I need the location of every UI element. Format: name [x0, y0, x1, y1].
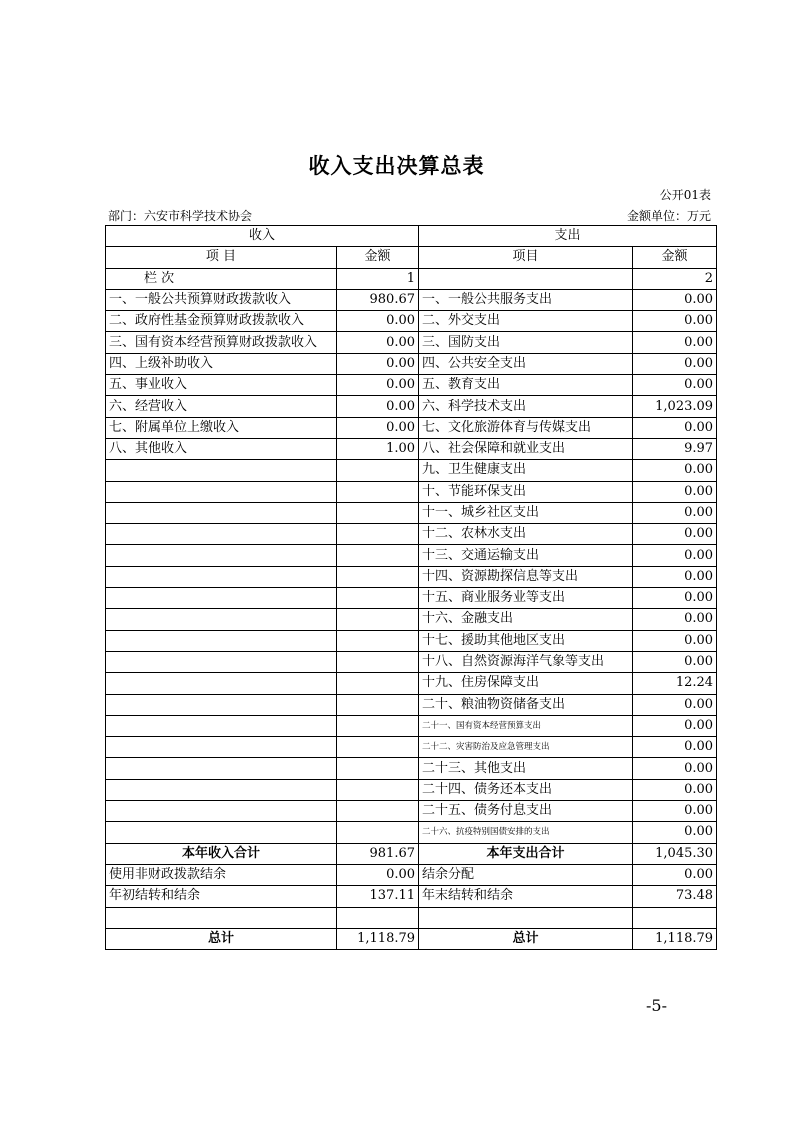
expense-amount: 0.00 [633, 566, 717, 587]
total-row [106, 886, 717, 907]
table-row [106, 289, 717, 310]
column-index-label: 栏 次 [106, 268, 337, 289]
expense-amount: 73.48 [633, 886, 717, 907]
table-row [106, 566, 717, 587]
expense-amount: 0.00 [633, 609, 717, 630]
table-row [106, 545, 717, 566]
income-item [106, 524, 337, 545]
expense-amount: 0.00 [633, 332, 717, 353]
expense-amount: 0.00 [633, 822, 717, 843]
income-amount: 1.00 [337, 438, 419, 459]
income-amount: 981.67 [337, 843, 419, 864]
expense-item: 二、外交支出 [419, 311, 633, 332]
income-amount: 0.00 [337, 353, 419, 374]
income-item [106, 907, 337, 928]
income-item: 年初结转和结余 [106, 886, 337, 907]
table-row [106, 524, 717, 545]
income-item: 三、国有资本经营预算财政拨款收入 [106, 332, 337, 353]
table-row [106, 822, 717, 843]
expense-item: 十九、住房保障支出 [419, 673, 633, 694]
income-amount [337, 907, 419, 928]
income-header: 收入 [106, 226, 419, 247]
expense-amount: 0.00 [633, 694, 717, 715]
table-row [106, 801, 717, 822]
expense-amount [633, 907, 717, 928]
income-item [106, 460, 337, 481]
expense-item: 三、国防支出 [419, 332, 633, 353]
table-row [106, 311, 717, 332]
income-item: 一、一般公共预算财政拨款收入 [106, 289, 337, 310]
expense-amount: 1,045.30 [633, 843, 717, 864]
income-item [106, 609, 337, 630]
income-item: 总计 [106, 928, 337, 949]
income-amount-header: 金额 [337, 247, 419, 268]
table-row [106, 651, 717, 672]
expense-item-header: 项目 [419, 247, 633, 268]
expense-amount: 0.00 [633, 311, 717, 332]
income-item [106, 779, 337, 800]
column-index-2: 2 [633, 268, 717, 289]
expense-amount: 12.24 [633, 673, 717, 694]
income-item: 本年收入合计 [106, 843, 337, 864]
income-amount [337, 715, 419, 736]
header-row-columns [106, 247, 717, 268]
expense-item: 十三、交通运输支出 [419, 545, 633, 566]
expense-amount: 0.00 [633, 417, 717, 438]
income-amount: 0.00 [337, 332, 419, 353]
table-row [106, 417, 717, 438]
table-row [106, 609, 717, 630]
income-item [106, 481, 337, 502]
total-row [106, 907, 717, 928]
income-item [106, 715, 337, 736]
expense-item: 十四、资源勘探信息等支出 [419, 566, 633, 587]
expense-amount: 0.00 [633, 502, 717, 523]
table-row [106, 779, 717, 800]
table-title: 收入支出决算总表 [308, 154, 485, 178]
expense-item: 十一、城乡社区支出 [419, 502, 633, 523]
expense-item: 八、社会保障和就业支出 [419, 438, 633, 459]
column-index-blank [419, 268, 633, 289]
expense-amount: 0.00 [633, 715, 717, 736]
expense-item: 七、文化旅游体育与传媒支出 [419, 417, 633, 438]
income-item: 七、附属单位上缴收入 [106, 417, 337, 438]
income-amount [337, 609, 419, 630]
income-amount [337, 481, 419, 502]
income-expense-table [105, 225, 717, 950]
total-row [106, 864, 717, 885]
expense-amount: 0.00 [633, 289, 717, 310]
expense-amount: 0.00 [633, 481, 717, 502]
income-item-header: 项 目 [106, 247, 337, 268]
expense-amount: 0.00 [633, 460, 717, 481]
table-row [106, 630, 717, 651]
expense-item: 二十四、债务还本支出 [419, 779, 633, 800]
column-index-1: 1 [337, 268, 419, 289]
income-amount: 0.00 [337, 396, 419, 417]
income-item: 五、事业收入 [106, 375, 337, 396]
income-amount: 0.00 [337, 417, 419, 438]
expense-item: 二十三、其他支出 [419, 758, 633, 779]
expense-item: 九、卫生健康支出 [419, 460, 633, 481]
expense-amount: 9.97 [633, 438, 717, 459]
expense-item: 二十二、灾害防治及应急管理支出 [419, 737, 633, 758]
table-row [106, 715, 717, 736]
income-item [106, 651, 337, 672]
expense-amount: 0.00 [633, 864, 717, 885]
income-amount [337, 758, 419, 779]
expense-amount: 0.00 [633, 630, 717, 651]
expense-item: 十、节能环保支出 [419, 481, 633, 502]
table-row [106, 737, 717, 758]
table-row [106, 460, 717, 481]
income-amount: 1,118.79 [337, 928, 419, 949]
income-item: 四、上级补助收入 [106, 353, 337, 374]
income-item: 使用非财政拨款结余 [106, 864, 337, 885]
income-amount [337, 566, 419, 587]
expense-amount: 0.00 [633, 375, 717, 396]
expense-item: 十二、农林水支出 [419, 524, 633, 545]
income-amount [337, 524, 419, 545]
income-amount: 0.00 [337, 864, 419, 885]
expense-item: 十六、金融支出 [419, 609, 633, 630]
expense-item: 一、一般公共服务支出 [419, 289, 633, 310]
income-item [106, 502, 337, 523]
income-amount [337, 673, 419, 694]
expense-item [419, 907, 633, 928]
expense-amount: 0.00 [633, 524, 717, 545]
table-row [106, 396, 717, 417]
expense-item: 十七、援助其他地区支出 [419, 630, 633, 651]
expense-item: 二十五、债务付息支出 [419, 801, 633, 822]
expense-item: 本年支出合计 [419, 843, 633, 864]
expense-amount: 1,118.79 [633, 928, 717, 949]
income-amount [337, 822, 419, 843]
income-item: 二、政府性基金预算财政拨款收入 [106, 311, 337, 332]
expense-amount: 0.00 [633, 353, 717, 374]
expense-amount: 0.00 [633, 588, 717, 609]
income-amount [337, 737, 419, 758]
column-index-row [106, 268, 717, 289]
income-item [106, 588, 337, 609]
expense-item: 六、科学技术支出 [419, 396, 633, 417]
income-item: 八、其他收入 [106, 438, 337, 459]
expense-item: 十五、商业服务业等支出 [419, 588, 633, 609]
income-item [106, 758, 337, 779]
table-row [106, 353, 717, 374]
table-row [106, 673, 717, 694]
expense-item: 十八、自然资源海洋气象等支出 [419, 651, 633, 672]
income-item [106, 630, 337, 651]
income-amount [337, 545, 419, 566]
income-amount [337, 779, 419, 800]
expense-item: 四、公共安全支出 [419, 353, 633, 374]
table-row [106, 332, 717, 353]
income-item [106, 737, 337, 758]
income-amount: 137.11 [337, 886, 419, 907]
expense-item: 二十、粮油物资储备支出 [419, 694, 633, 715]
table-row [106, 438, 717, 459]
expense-item: 二十六、抗疫特别国债安排的支出 [419, 822, 633, 843]
income-amount [337, 460, 419, 481]
form-number: 公开01表 [659, 188, 711, 202]
income-amount [337, 651, 419, 672]
total-row [106, 843, 717, 864]
table-row [106, 481, 717, 502]
income-item [106, 822, 337, 843]
header-row-sections [106, 226, 717, 247]
table-row [106, 694, 717, 715]
page-number: -5- [646, 996, 667, 1015]
table-row [106, 758, 717, 779]
income-amount [337, 588, 419, 609]
table-row [106, 375, 717, 396]
income-amount: 980.67 [337, 289, 419, 310]
income-amount [337, 630, 419, 651]
income-item: 六、经营收入 [106, 396, 337, 417]
expense-amount: 0.00 [633, 737, 717, 758]
income-amount [337, 801, 419, 822]
expense-amount: 0.00 [633, 801, 717, 822]
expense-item: 总计 [419, 928, 633, 949]
expense-header: 支出 [419, 226, 717, 247]
income-amount [337, 694, 419, 715]
expense-amount: 1,023.09 [633, 396, 717, 417]
income-amount [337, 502, 419, 523]
income-amount: 0.00 [337, 375, 419, 396]
expense-amount: 0.00 [633, 779, 717, 800]
unit-label: 金额单位：万元 [626, 209, 711, 223]
expense-amount: 0.00 [633, 758, 717, 779]
income-item [106, 801, 337, 822]
expense-item: 结余分配 [419, 864, 633, 885]
expense-item: 年末结转和结余 [419, 886, 633, 907]
income-item [106, 545, 337, 566]
table-row [106, 588, 717, 609]
table-row [106, 502, 717, 523]
income-item [106, 673, 337, 694]
income-item [106, 694, 337, 715]
expense-item: 二十一、国有资本经营预算支出 [419, 715, 633, 736]
expense-item: 五、教育支出 [419, 375, 633, 396]
total-row [106, 928, 717, 949]
expense-amount: 0.00 [633, 545, 717, 566]
income-item [106, 566, 337, 587]
department-label: 部门：六安市科学技术协会 [108, 209, 253, 223]
expense-amount: 0.00 [633, 651, 717, 672]
income-amount: 0.00 [337, 311, 419, 332]
expense-amount-header: 金额 [633, 247, 717, 268]
